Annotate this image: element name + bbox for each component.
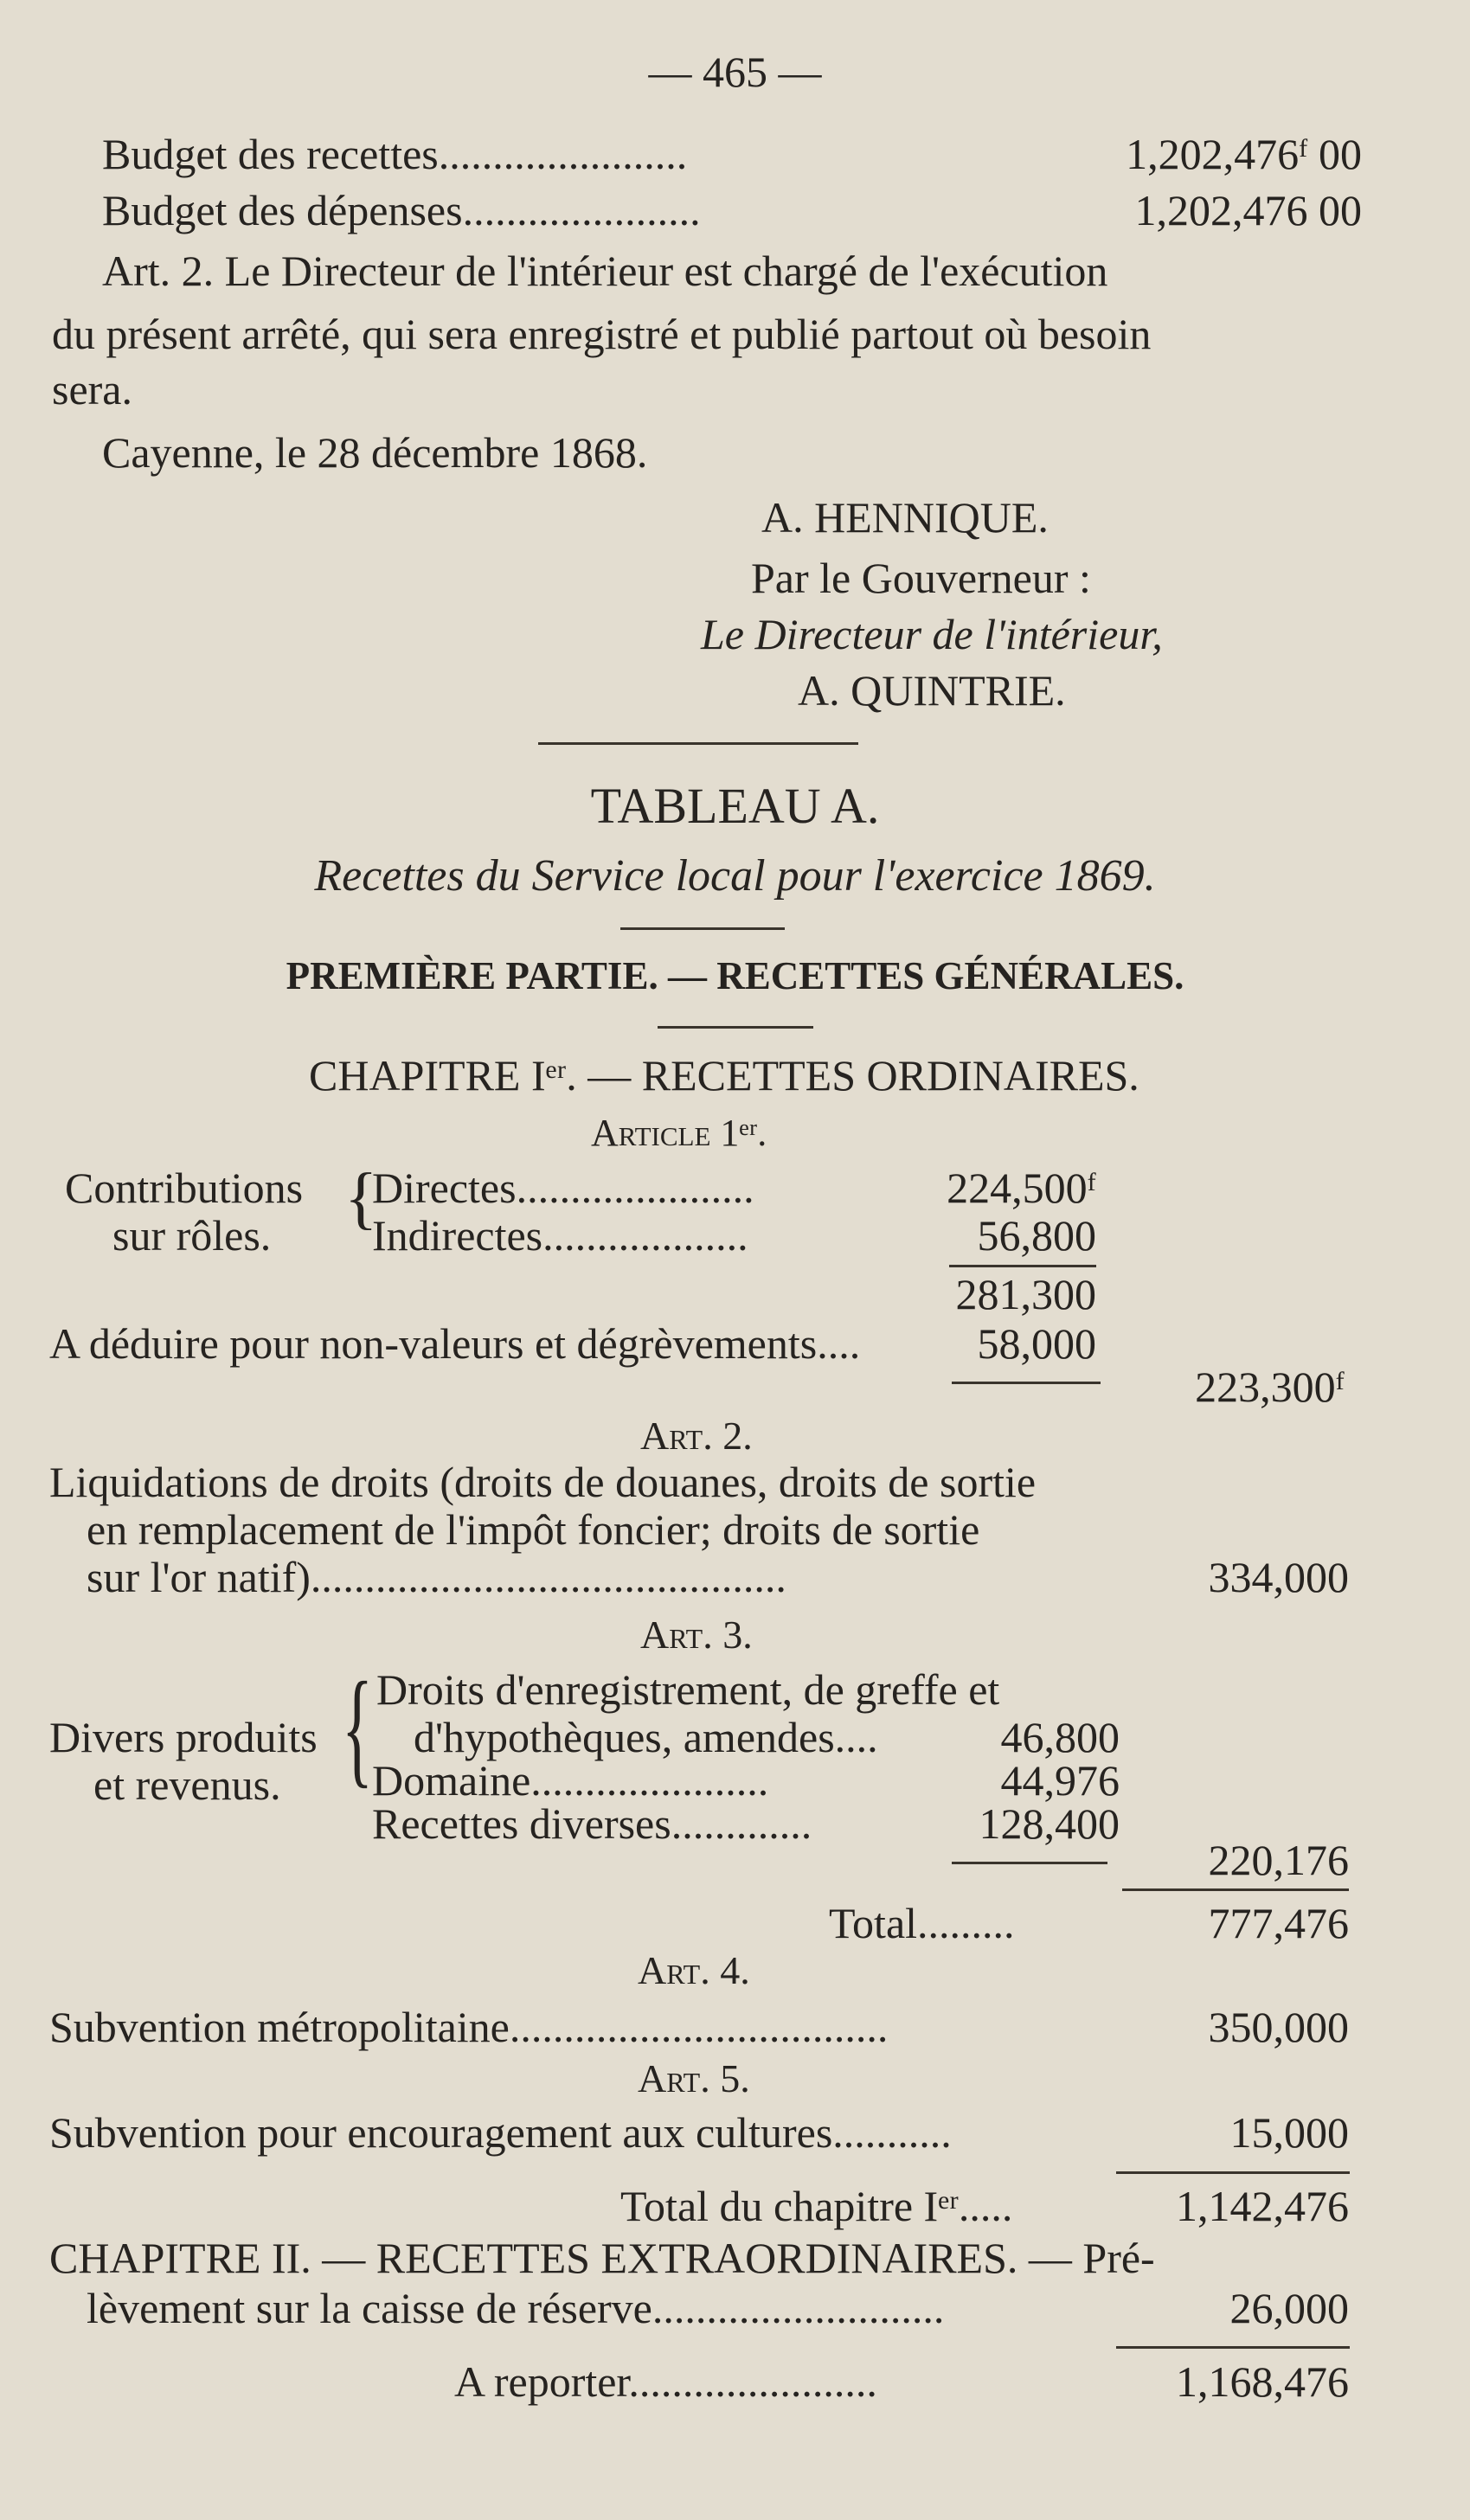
total-value: 777,476 (1208, 1899, 1349, 1947)
deduire-label: A déduire pour non-valeurs et dégrèvements.... (49, 1319, 861, 1368)
article-1-total: 223,300ᶠ (1195, 1363, 1345, 1411)
separator-rule (658, 1026, 813, 1029)
article-2-text-2: en remplacement de l'impôt foncier; droits de sortie (87, 1505, 980, 1554)
article-1-heading: Article 1ᵉʳ. (591, 1112, 767, 1154)
article-4-label: Subvention métropolitaine................................... (49, 2003, 889, 2051)
article-2-line-1: Art. 2. Le Directeur de l'intérieur est chargé de l'exécution (102, 247, 1108, 295)
budget-recettes-value: 1,202,476ᶠ 00 (1126, 130, 1362, 178)
divers-label-2: et revenus. (93, 1760, 281, 1809)
separator-rule (620, 927, 785, 930)
article-4-heading: Art. 4. (638, 1948, 750, 1992)
enregistrement-label-2: d'hypothèques, amendes.... (414, 1713, 878, 1761)
directeur-name: A. QUINTRIE. (798, 666, 1066, 715)
indirectes-label: Indirectes................... (372, 1211, 748, 1260)
indirectes-value: 56,800 (977, 1211, 1096, 1260)
chapter-2-value: 26,000 (1229, 2284, 1349, 2332)
directeur-title: Le Directeur de l'intérieur, (701, 610, 1163, 658)
contributions-label-2: sur rôles. (112, 1211, 272, 1260)
chapter-1-total-value: 1,142,476 (1176, 2182, 1349, 2230)
sum-rule (949, 1265, 1096, 1267)
sum-rule (1116, 2171, 1350, 2174)
total-label: Total......... (829, 1899, 1015, 1947)
directes-value: 224,500ᶠ (947, 1164, 1096, 1212)
sum-rule (952, 1862, 1107, 1864)
article-2-text-3: sur l'or natif)............................................ (87, 1553, 786, 1601)
chapter-1-heading: CHAPITRE Iᵉʳ. — RECETTES ORDINAIRES. (309, 1051, 1139, 1100)
article-3-total: 220,176 (1208, 1836, 1349, 1884)
directes-label: Directes...................... (372, 1164, 754, 1212)
brace-icon: { (342, 1656, 373, 1799)
signature-name: A. HENNIQUE. (761, 493, 1049, 542)
recettes-diverses-value: 128,400 (979, 1799, 1120, 1848)
sum-rule (1122, 1888, 1349, 1891)
sum-rule (1116, 2346, 1350, 2349)
budget-depenses-value: 1,202,476 00 (1134, 186, 1362, 234)
article-5-heading: Art. 5. (638, 2056, 750, 2100)
brace-icon: { (344, 1160, 378, 1236)
deduire-value: 58,000 (977, 1319, 1096, 1368)
recettes-diverses-label: Recettes diverses............. (372, 1799, 812, 1848)
separator-rule (538, 742, 858, 745)
article-1-subtotal: 281,300 (955, 1270, 1096, 1318)
article-2-heading: Art. 2. (640, 1414, 753, 1458)
enregistrement-label-1: Droits d'enregistrement, de greffe et (376, 1665, 1000, 1714)
enregistrement-value: 46,800 (1000, 1713, 1120, 1761)
domaine-label: Domaine...................... (372, 1756, 769, 1805)
chapter-1-total-label: Total du chapitre Iᵉʳ..... (620, 2182, 1013, 2230)
article-5-label: Subvention pour encouragement aux cultures........... (49, 2108, 952, 2157)
chapter-2-line-1: CHAPITRE II. — RECETTES EXTRAORDINAIRES. — Pré- (49, 2234, 1155, 2282)
chapter-2-line-2: lèvement sur la caisse de réserve........................... (87, 2284, 945, 2332)
budget-recettes-label: Budget des recettes....................... (102, 130, 688, 178)
part-heading: PREMIÈRE PARTIE. — RECETTES GÉNÉRALES. (286, 954, 1184, 997)
domaine-value: 44,976 (1000, 1756, 1120, 1805)
contributions-label-1: Contributions (65, 1164, 304, 1212)
par-le-gouverneur: Par le Gouverneur : (751, 554, 1091, 602)
budget-depenses-label: Budget des dépenses...................... (102, 186, 701, 234)
article-2-text-1: Liquidations de droits (droits de douanes, droits de sortie (49, 1458, 1037, 1506)
sum-rule (952, 1382, 1101, 1384)
tableau-title: TABLEAU A. (590, 778, 880, 834)
divers-label-1: Divers produits (49, 1713, 318, 1761)
article-3-heading: Art. 3. (640, 1613, 753, 1657)
article-2-line-2: du présent arrêté, qui sera enregistré et publié partout où besoin (52, 310, 1152, 358)
article-2-line-3: sera. (52, 365, 132, 414)
article-2-value: 334,000 (1208, 1553, 1349, 1601)
article-4-value: 350,000 (1208, 2003, 1349, 2051)
date-line: Cayenne, le 28 décembre 1868. (102, 428, 648, 477)
article-5-value: 15,000 (1229, 2108, 1349, 2157)
tableau-subtitle: Recettes du Service local pour l'exercice 1869. (314, 851, 1156, 901)
a-reporter-value: 1,168,476 (1176, 2357, 1349, 2406)
a-reporter-label: A reporter....................... (454, 2357, 877, 2406)
page-number: — 465 — (648, 48, 822, 96)
